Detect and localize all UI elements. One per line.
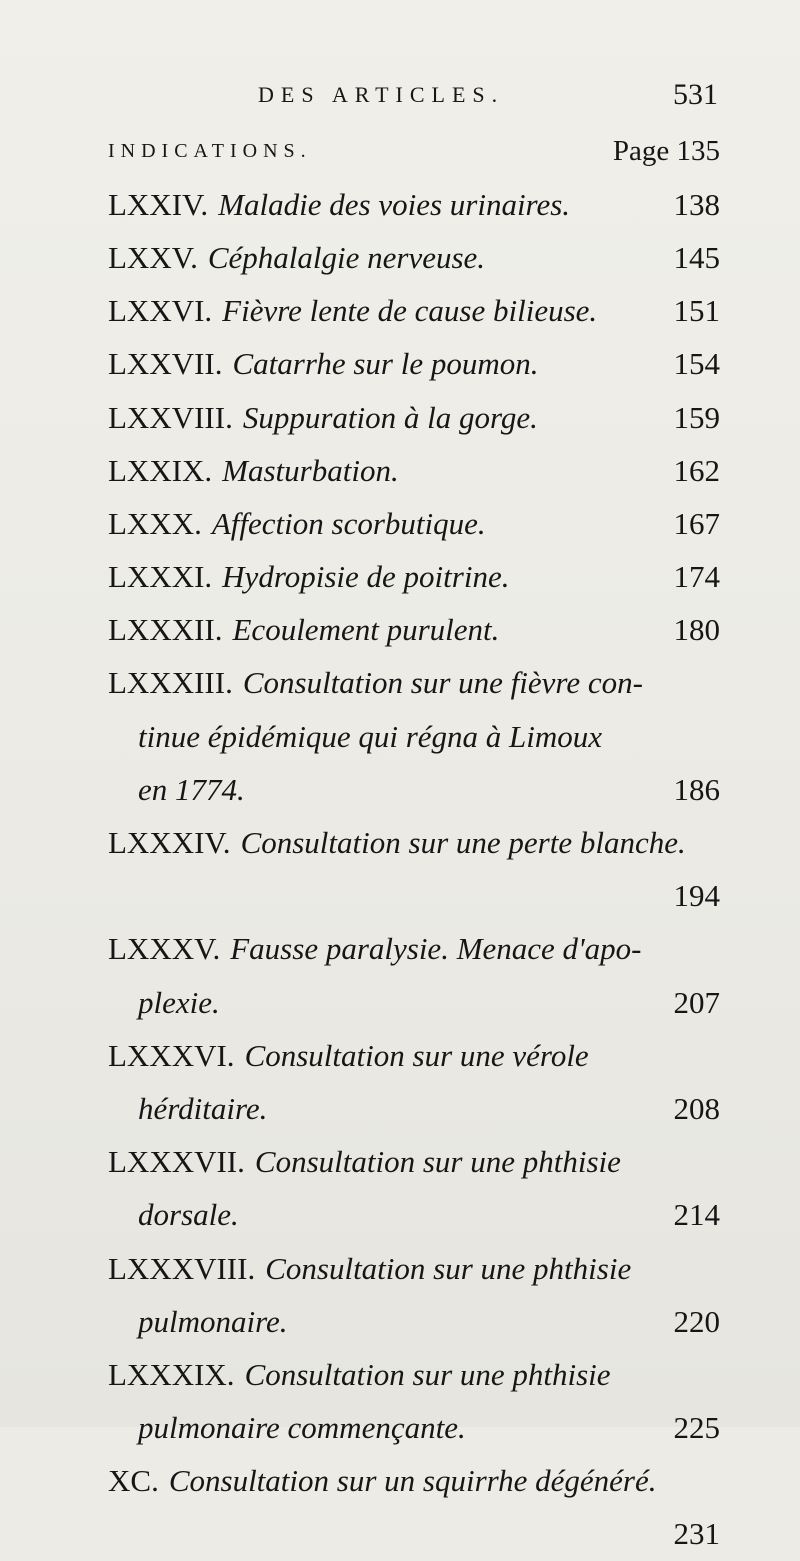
entry-numeral: LXXXI. xyxy=(108,559,213,595)
entry-title-continuation: pulmonaire. xyxy=(138,1303,288,1339)
toc-entry xyxy=(108,551,720,604)
entry-title: Catarrhe sur le poumon. xyxy=(232,346,539,382)
running-header xyxy=(258,78,718,118)
toc-entry xyxy=(108,1029,720,1135)
entry-page: 180 xyxy=(673,612,720,648)
toc-entry xyxy=(108,338,720,391)
toc-entry xyxy=(108,285,720,338)
entry-page: 162 xyxy=(673,452,720,488)
entry-title: Affection scorbutique. xyxy=(211,505,486,541)
page-label: Page xyxy=(612,135,670,168)
running-title: DES ARTICLES. xyxy=(258,82,505,107)
toc-entry xyxy=(108,444,720,497)
entry-numeral: LXXX. xyxy=(108,505,202,541)
entry-page: 167 xyxy=(673,505,720,541)
entry-title: Consultation sur une vérole xyxy=(244,1037,589,1073)
entry-title-continuation: en 1774. xyxy=(138,771,245,807)
entry-title-continuation: dorsale. xyxy=(138,1197,239,1233)
toc-lead-line xyxy=(108,125,720,178)
entry-numeral: LXXXIII. xyxy=(108,665,233,701)
entry-numeral: LXXVI. xyxy=(108,293,213,329)
toc-entry xyxy=(108,1455,720,1561)
entry-numeral: LXXXII. xyxy=(108,612,223,648)
entry-numeral: LXXXVI. xyxy=(108,1037,235,1073)
page-number: 531 xyxy=(673,78,718,111)
entry-numeral: XC. xyxy=(108,1463,159,1499)
table-of-contents xyxy=(108,125,720,1561)
entry-page: 214 xyxy=(673,1197,720,1233)
entry-title-continuation: pulmonaire commençante. xyxy=(138,1410,466,1446)
lead-text: INDICATIONS. xyxy=(108,140,312,163)
entry-page: 138 xyxy=(673,186,720,222)
entry-title-continuation: plexie. xyxy=(138,984,220,1020)
toc-entry xyxy=(108,1242,720,1348)
toc-entry xyxy=(108,657,720,817)
toc-entry xyxy=(108,391,720,444)
entry-page: 154 xyxy=(673,346,720,382)
entry-title: Consultation sur une phthisie xyxy=(244,1356,611,1392)
toc-entry xyxy=(108,604,720,657)
entry-title: Suppuration à la gorge. xyxy=(242,399,538,435)
entry-title: Consultation sur une phthisie xyxy=(265,1250,632,1286)
entry-page: 186 xyxy=(673,771,720,807)
entry-page: 174 xyxy=(673,559,720,595)
entry-page: 207 xyxy=(673,984,720,1020)
entry-title: Consultation sur une phthisie xyxy=(254,1144,621,1180)
entry-numeral: LXXXVII. xyxy=(108,1144,245,1180)
entry-title: Masturbation. xyxy=(222,452,399,488)
entry-page: 145 xyxy=(673,239,720,275)
entry-page: 208 xyxy=(673,1090,720,1126)
entry-title: Céphalalgie nerveuse. xyxy=(207,239,486,275)
entry-page: 194 xyxy=(673,878,720,914)
entry-title: Ecoulement purulent. xyxy=(232,612,500,648)
entry-page: 151 xyxy=(673,293,720,329)
toc-entry xyxy=(108,923,720,1029)
entry-title: Consultation sur une perte blanche. xyxy=(240,825,686,861)
entry-title: Hydropisie de poitrine. xyxy=(222,559,510,595)
entry-numeral: LXXXVIII. xyxy=(108,1250,256,1286)
entry-title: Fausse paralysie. Menace d'apo- xyxy=(230,931,642,967)
entry-numeral: LXXXIX. xyxy=(108,1356,235,1392)
entry-numeral: LXXVII. xyxy=(108,346,223,382)
entry-numeral: LXXXIV. xyxy=(108,825,231,861)
toc-entry xyxy=(108,816,720,922)
entry-page: 225 xyxy=(673,1410,720,1446)
entry-numeral: LXXV. xyxy=(108,239,198,275)
entry-numeral: LXXVIII. xyxy=(108,399,233,435)
entry-title-continuation: hérditaire. xyxy=(138,1090,268,1126)
toc-entry xyxy=(108,231,720,284)
entry-title: Consultation sur un squirrhe dégénéré. xyxy=(168,1463,657,1499)
entry-title: Fièvre lente de cause bilieuse. xyxy=(222,293,598,329)
entry-title-continuation: tinue épidémique qui régna à Limoux xyxy=(138,718,603,754)
toc-entry xyxy=(108,1348,720,1454)
lead-page: 135 xyxy=(676,135,720,168)
entry-page: 159 xyxy=(673,399,720,435)
entry-numeral: LXXIX. xyxy=(108,452,213,488)
entry-title: Consultation sur une fièvre con- xyxy=(242,665,643,701)
entry-page: 220 xyxy=(673,1303,720,1339)
entry-numeral: LXXXV. xyxy=(108,931,221,967)
toc-entry xyxy=(108,1136,720,1242)
entry-title: Maladie des voies urinaires. xyxy=(218,186,571,222)
toc-entry xyxy=(108,178,720,231)
toc-entry xyxy=(108,497,720,550)
entry-numeral: LXXIV. xyxy=(108,186,209,222)
entry-page: 231 xyxy=(673,1516,720,1552)
